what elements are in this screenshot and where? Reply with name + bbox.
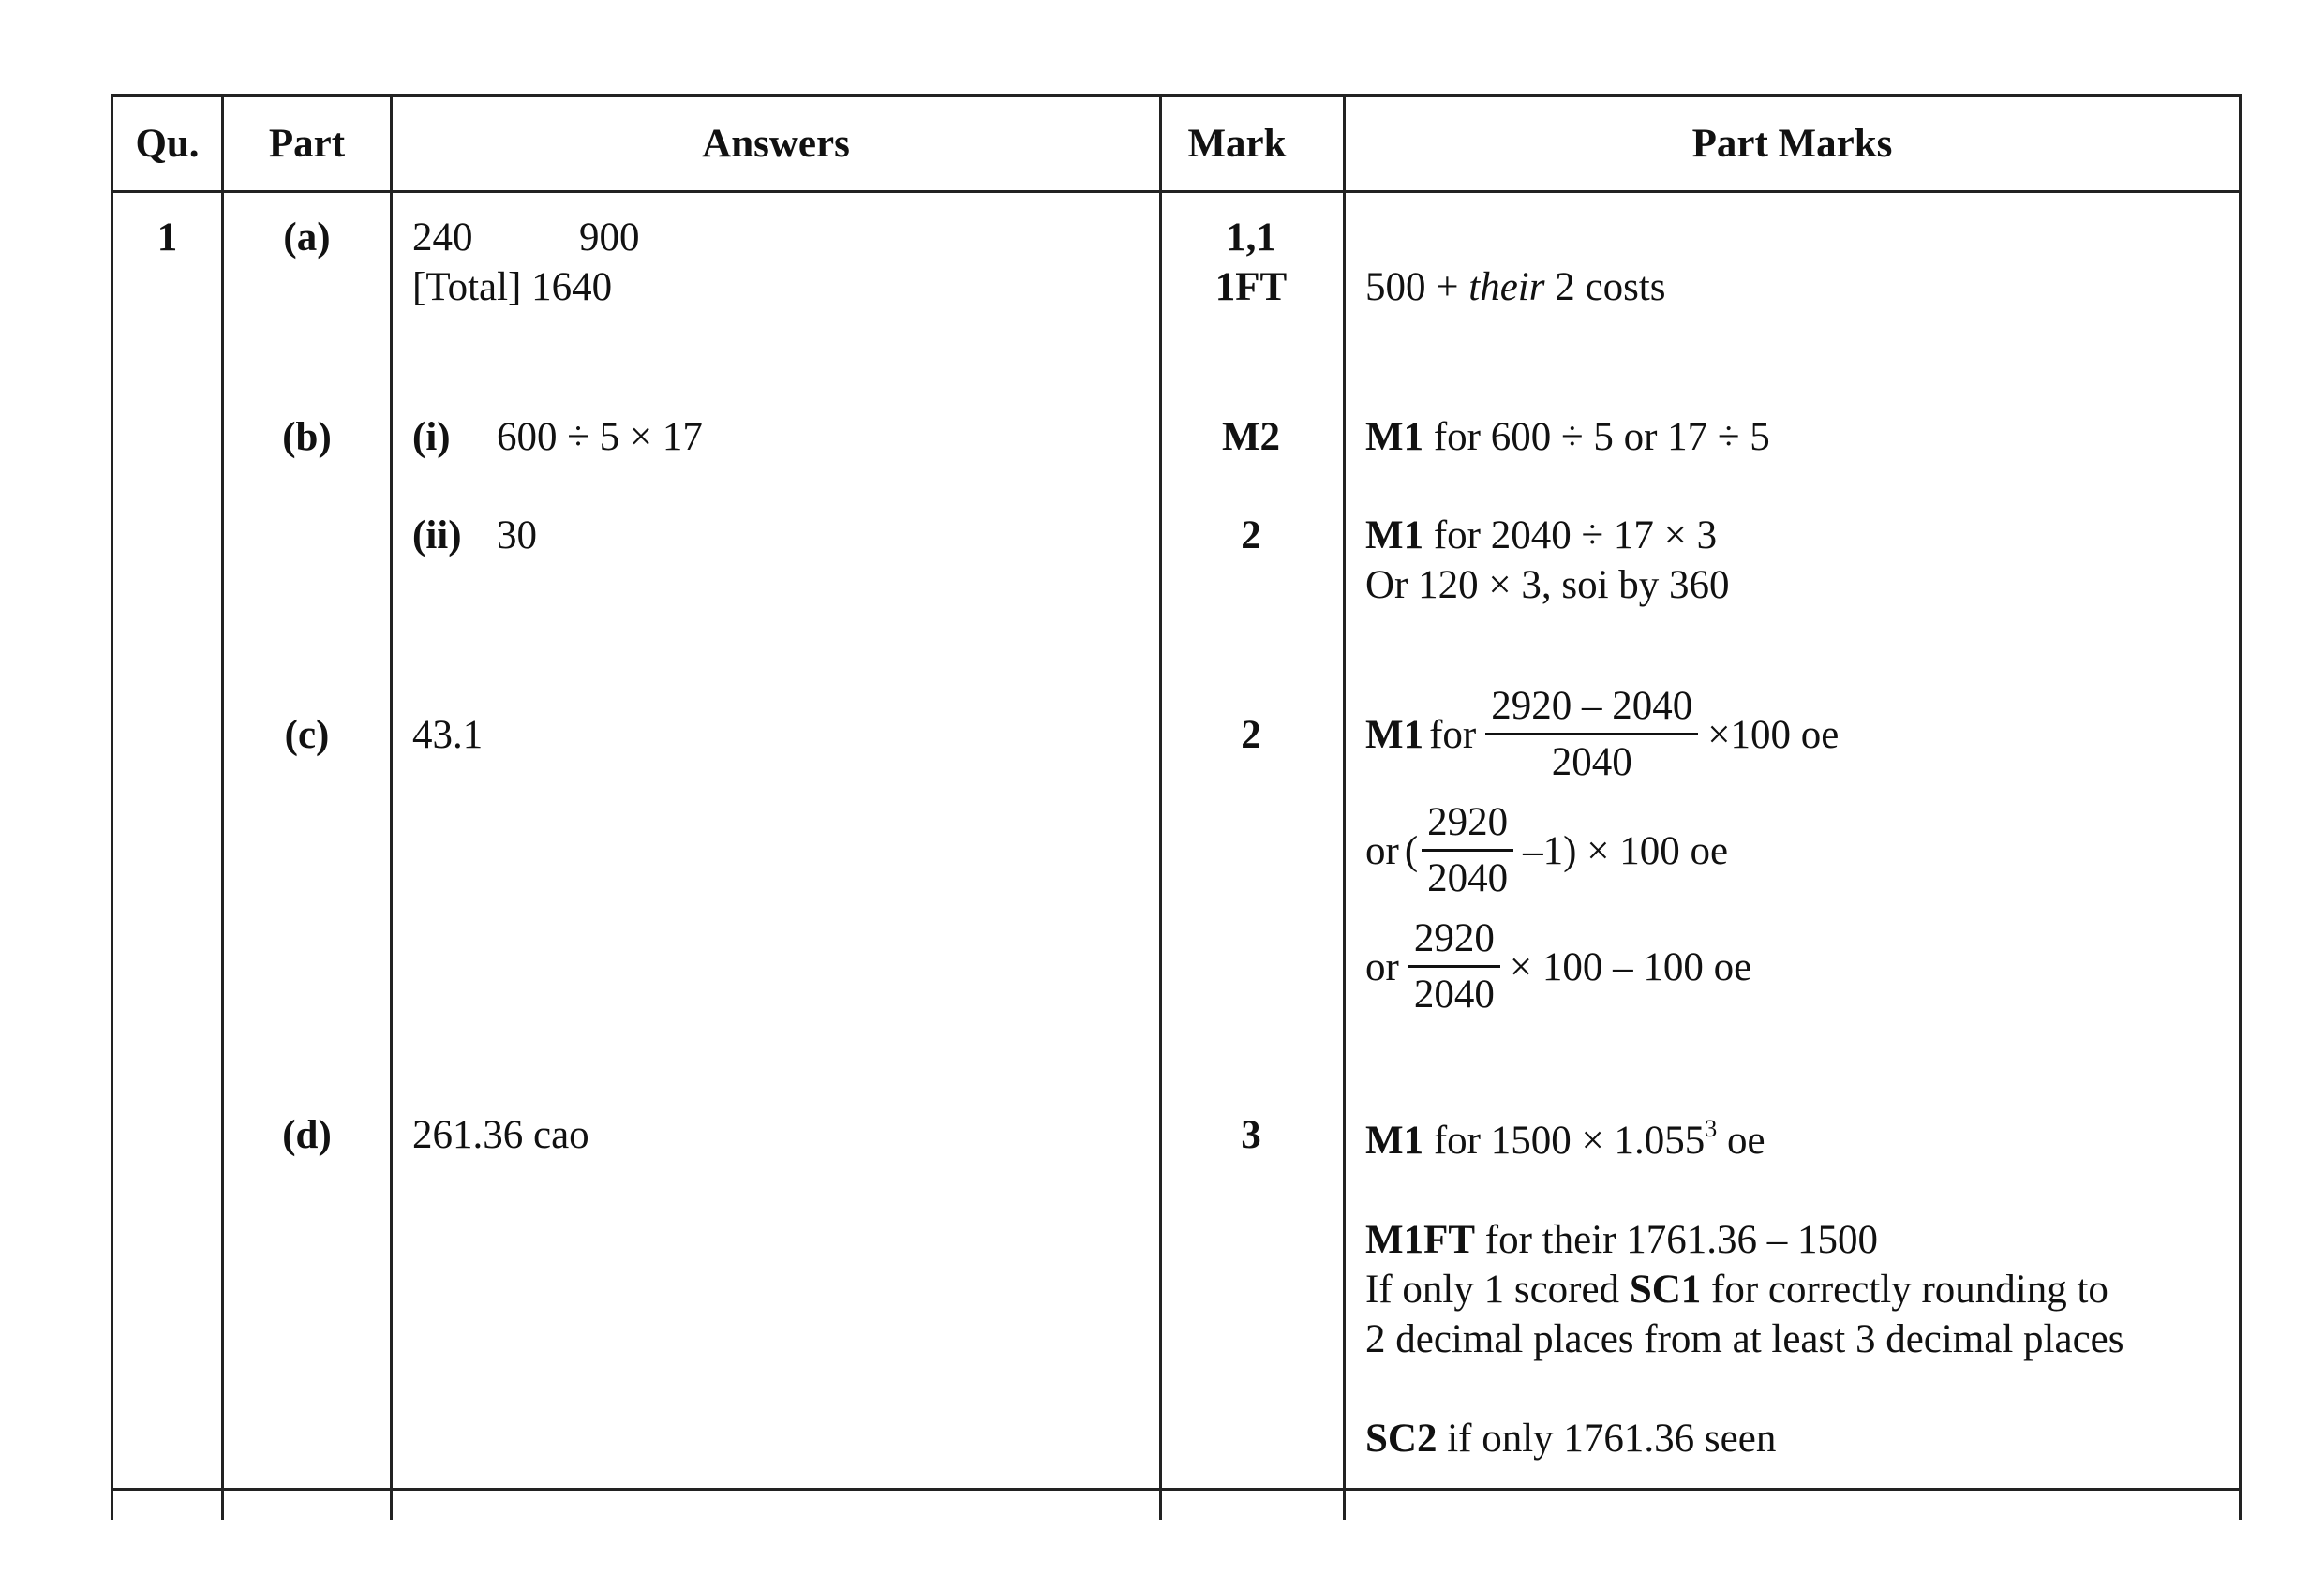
part-d-part-marks-5: SC2 if only 1761.36 seen <box>1365 1417 1777 1461</box>
header-part-marks: Part Marks <box>1691 122 1893 166</box>
col-border-mark-partmarks <box>1343 94 1346 1520</box>
header-answers: Answers <box>702 122 850 166</box>
part-b-i-mark: M2 <box>1221 415 1281 459</box>
part-b-ii-part-marks-line2: Or 120 × 3, soi by 360 <box>1365 563 1730 607</box>
part-b-label: (b) <box>282 415 332 459</box>
part-d-part-marks-2: M1FT for their 1761.36 – 1500 <box>1365 1218 1878 1262</box>
part-c-open-paren: ( <box>1404 829 1419 873</box>
part-c-method-3 <box>1365 913 1757 1022</box>
part-b-ii-mark: 2 <box>1241 513 1261 557</box>
part-a-mark-1: 1,1 <box>1226 215 1276 260</box>
part-c-method-1 <box>1365 680 1844 790</box>
question-number: 1 <box>156 215 178 260</box>
part-b-i-answer: 600 ÷ 5 × 17 <box>497 415 703 459</box>
part-c-fraction-1: $\frac{2920 - 2040}{2040}$ <box>1485 680 1698 790</box>
part-c-label: (c) <box>284 713 330 757</box>
header-bottom-border <box>111 190 2242 193</box>
header-qu: Qu. <box>135 122 200 166</box>
col-border-part-answers <box>390 94 393 1520</box>
part-c-mark: 2 <box>1241 713 1261 757</box>
part-c-fraction-3-after: × 100 – 100 oe <box>1509 945 1752 989</box>
part-d-part-marks-1: M1 for $1500 \times 1.055^3$ oe <box>1365 1115 1765 1163</box>
part-a-answer-240: 240 <box>412 215 473 260</box>
col-border-left <box>111 94 113 1520</box>
part-a-part-marks: 500 + their 2 costs <box>1365 265 1666 309</box>
part-b-i-label: (i) <box>412 415 451 459</box>
part-d-part-marks-4: 2 decimal places from at least 3 decimal places <box>1365 1317 2124 1361</box>
part-d-answer: 261.36 cao <box>412 1113 589 1157</box>
header-mark: Mark <box>1187 122 1287 166</box>
part-a-label: (a) <box>283 215 331 260</box>
table-bottom-border <box>111 1488 2242 1491</box>
part-a-answer-900: 900 <box>579 215 640 260</box>
part-d-label: (d) <box>282 1113 332 1157</box>
part-c-fraction-1-after: ×100 oe <box>1707 713 1840 757</box>
part-c-method-2 <box>1365 796 1734 906</box>
part-b-ii-label: (ii) <box>412 513 462 557</box>
part-c-fraction-3: $\frac{2920}{2040}$ <box>1408 913 1500 1022</box>
part-a-answer-total: [Total] 1640 <box>412 265 613 309</box>
part-c-fraction-2: $\frac{2920}{2040}$ <box>1422 796 1513 906</box>
col-border-right <box>2239 94 2242 1520</box>
part-c-fraction-2-after: –1) × 100 oe <box>1523 829 1729 873</box>
part-c-m1: M1 <box>1365 713 1424 757</box>
part-a-mark-2: 1FT <box>1214 265 1288 309</box>
part-d-mark: 3 <box>1241 1113 1261 1157</box>
part-b-i-part-marks: M1 for 600 ÷ 5 or 17 ÷ 5 <box>1365 415 1770 459</box>
part-d-part-marks-3: If only 1 scored SC1 for correctly rounding to <box>1365 1268 2108 1312</box>
part-c-for: for <box>1429 713 1477 757</box>
part-c-or-2: or <box>1365 945 1399 989</box>
header-part: Part <box>268 122 346 166</box>
part-c-answer: 43.1 <box>412 713 484 757</box>
part-b-ii-part-marks: M1 for 2040 ÷ 17 × 3 <box>1365 513 1718 557</box>
part-b-ii-answer: 30 <box>497 513 537 557</box>
col-border-qu-part <box>221 94 224 1520</box>
part-c-or-1: or <box>1365 829 1399 873</box>
table-top-border <box>111 94 2242 97</box>
